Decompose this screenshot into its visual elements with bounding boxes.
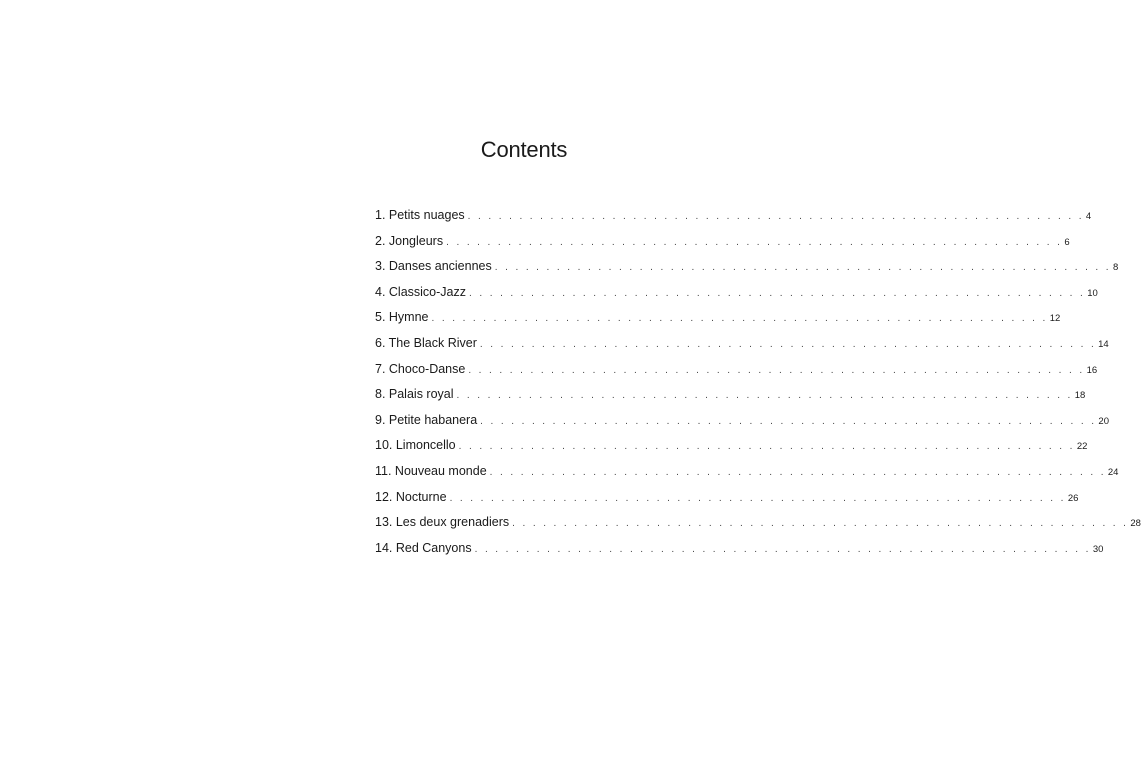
toc-entry: [375, 233, 1070, 259]
toc-dot-leader: . . . . . . . . . . . . . . . . . . . . . . . . . . . . . . . . . . . . . . . . . . . . . . . . . . . . . . . . . . . .: [480, 415, 1097, 427]
toc-entry-title: 10. Limoncello: [375, 438, 456, 453]
toc-dot-leader: . . . . . . . . . . . . . . . . . . . . . . . . . . . . . . . . . . . . . . . . . . . . . . . . . . . . . . . . . . . .: [449, 492, 1066, 504]
toc-dot-leader: . . . . . . . . . . . . . . . . . . . . . . . . . . . . . . . . . . . . . . . . . . . . . . . . . . . . . . . . . . . .: [467, 211, 1084, 222]
toc-dot-leader: . . . . . . . . . . . . . . . . . . . . . . . . . . . . . . . . . . . . . . . . . . . . . . . . . . . . . . . . . . . .: [489, 466, 1106, 478]
toc-dot-leader: . . . . . . . . . . . . . . . . . . . . . . . . . . . . . . . . . . . . . . . . . . . . . . . . . . . . . . . . . . . .: [474, 543, 1091, 555]
toc-entry: [375, 309, 1061, 335]
toc-entry: [375, 540, 1104, 566]
toc-entry-title: 11. Nouveau monde: [375, 463, 487, 478]
toc-entry-page-number: 24: [1107, 466, 1119, 478]
toc-dot-leader: . . . . . . . . . . . . . . . . . . . . . . . . . . . . . . . . . . . . . . . . . . . . . . . . . . . . . . . . . . . .: [456, 390, 1073, 402]
toc-entry-title: 1. Petits nuages: [375, 208, 465, 222]
toc-entry: [375, 361, 1098, 387]
toc-entry: [375, 514, 1141, 540]
toc-entry-title: 4. Classico-Jazz: [375, 284, 466, 299]
toc-dot-leader: . . . . . . . . . . . . . . . . . . . . . . . . . . . . . . . . . . . . . . . . . . . . . . . . . . . . . . . . . . . .: [512, 518, 1129, 530]
toc-dot-leader: . . . . . . . . . . . . . . . . . . . . . . . . . . . . . . . . . . . . . . . . . . . . . . . . . . . . . . . . . . . .: [431, 313, 1048, 325]
toc-entry-page-number: 20: [1098, 415, 1109, 427]
toc-entry: [375, 437, 1088, 463]
toc-entry: [375, 284, 1098, 310]
page-title: Contents: [480, 136, 568, 162]
toc-entry: [375, 258, 1119, 284]
toc-entry-title: 3. Danses anciennes: [375, 259, 492, 274]
toc-entry-page-number: 16: [1086, 364, 1098, 376]
toc-dot-leader: . . . . . . . . . . . . . . . . . . . . . . . . . . . . . . . . . . . . . . . . . . . . . . . . . . . . . . . . . . . .: [494, 262, 1111, 274]
toc-entry-page-number: 14: [1098, 338, 1109, 350]
toc-entry: [375, 335, 1109, 361]
toc-entry: [375, 207, 1092, 233]
toc-entry: [375, 412, 1109, 438]
toc-entry-page-number: 22: [1076, 441, 1088, 453]
toc-dot-leader: . . . . . . . . . . . . . . . . . . . . . . . . . . . . . . . . . . . . . . . . . . . . . . . . . . . . . . . . . . . .: [468, 364, 1085, 376]
toc-entry: [375, 386, 1086, 412]
toc-dot-leader: . . . . . . . . . . . . . . . . . . . . . . . . . . . . . . . . . . . . . . . . . . . . . . . . . . . . . . . . . . . .: [469, 287, 1086, 299]
toc-entry-title: 9. Petite habanera: [375, 412, 478, 427]
toc-entry-title: 2. Jongleurs: [375, 233, 444, 248]
toc-entry-page-number: 8: [1112, 262, 1119, 274]
toc-entry-page-number: 18: [1074, 390, 1086, 402]
toc-entry-title: 7. Choco-Danse: [375, 361, 466, 376]
toc-entry-page-number: 30: [1092, 543, 1104, 555]
toc-entry-page-number: 6: [1064, 236, 1070, 248]
toc-dot-leader: . . . . . . . . . . . . . . . . . . . . . . . . . . . . . . . . . . . . . . . . . . . . . . . . . . . . . . . . . . . .: [446, 236, 1063, 248]
toc-dot-leader: . . . . . . . . . . . . . . . . . . . . . . . . . . . . . . . . . . . . . . . . . . . . . . . . . . . . . . . . . . . .: [479, 338, 1097, 350]
toc-entry-page-number: 28: [1130, 518, 1141, 530]
toc-entry-title: 5. Hymne: [375, 310, 429, 325]
toc-entry-page-number: 26: [1067, 492, 1079, 504]
toc-entry: [375, 489, 1079, 515]
toc-entry: [375, 463, 1119, 489]
toc-entry-title: 8. Palais royal: [375, 387, 454, 402]
toc-entry-title: 12. Nocturne: [375, 489, 447, 504]
toc-entry-page-number: 4: [1085, 211, 1092, 222]
toc-entry-title: 14. Red Canyons: [375, 540, 472, 555]
toc-dot-leader: . . . . . . . . . . . . . . . . . . . . . . . . . . . . . . . . . . . . . . . . . . . . . . . . . . . . . . . . . . . .: [458, 441, 1075, 453]
toc-entry-title: 6. The Black River: [375, 335, 477, 350]
toc-entry-title: 13. Les deux grenadiers: [375, 515, 510, 530]
toc-entry-page-number: 12: [1049, 313, 1061, 325]
table-of-contents: [375, 207, 1141, 565]
toc-entry-page-number: 10: [1087, 287, 1098, 299]
